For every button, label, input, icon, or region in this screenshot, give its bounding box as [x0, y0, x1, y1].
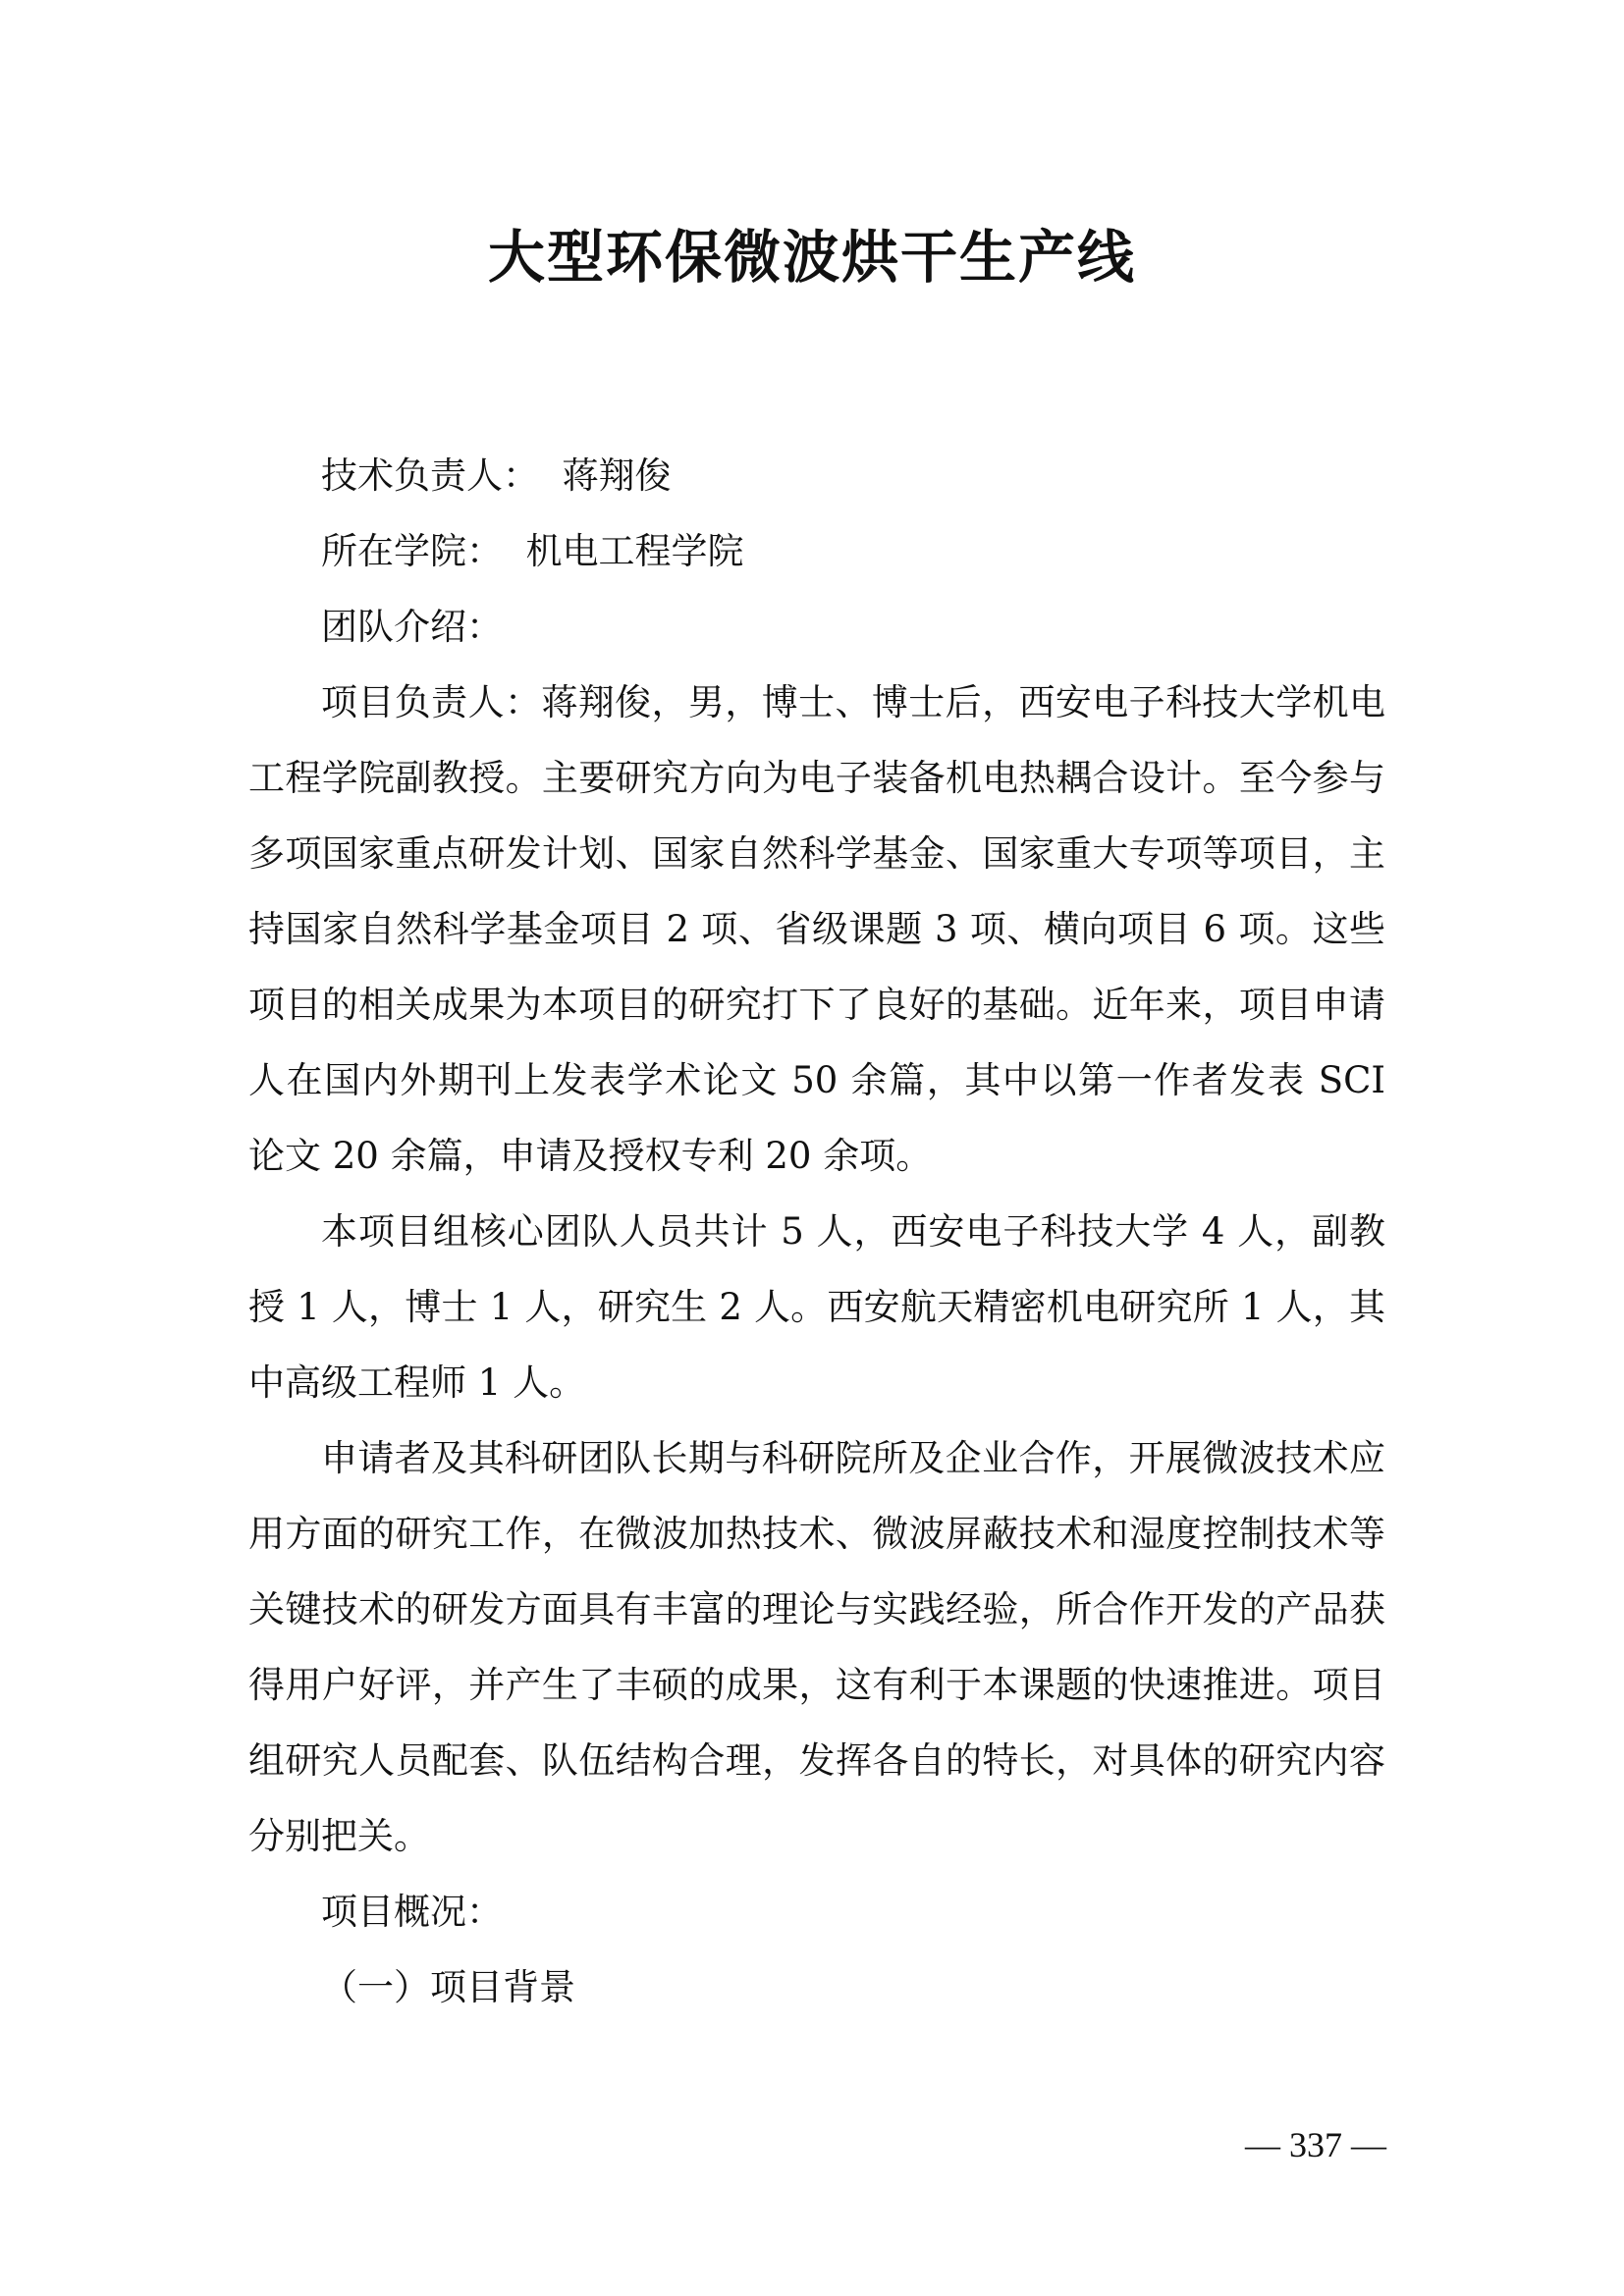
tech-lead-line: [248, 438, 1385, 513]
paragraph-team-composition: 本项目组核心团队人员共计 5 人，西安电子科技大学 4 人，副教授 1 人，博士 1 人，研究生 2 人。西安航天精密机电研究所 1 人，其中高级工程师 1 人。: [248, 1210, 1385, 1404]
document-title: 大型环保微波烘干生产线: [487, 224, 1136, 291]
college-label: 所在学院：: [321, 530, 503, 572]
paragraph-team-experience: 申请者及其科研团队长期与科研院所及企业合作，开展微波技术应用方面的研究工作，在微波加热技术、微波屏蔽技术和湿度控制技术等关键技术的研发方面具有丰富的理论与实践经验，所合作开发的产品获得用户好评，并产生了丰硕的成果，这有利于本课题的快速推进。项目组研究人员配套、队伍结构合理，发挥各自的特长，对具体的研究内容分别把关。: [248, 1437, 1385, 1857]
team-intro-label: 团队介绍：: [321, 606, 503, 648]
section-heading: （一）项目背景: [321, 1966, 575, 2008]
tech-lead-value: 蒋翔俊: [562, 454, 672, 497]
tech-lead-label: 技术负责人：: [321, 454, 539, 497]
page-number: — 337 —: [1245, 2125, 1386, 2164]
document-body: [248, 438, 1385, 2025]
college-line: [248, 513, 1385, 589]
overview-label: 项目概况：: [321, 1891, 503, 1933]
paragraph-lead-bio: 项目负责人：蒋翔俊，男，博士、博士后，西安电子科技大学机电工程学院副教授。主要研究方向为电子装备机电热耦合设计。至今参与多项国家重点研发计划、国家自然科学基金、国家重大专项等项目，主持国家自然科学基金项目 2 项、省级课题 3 项、横向项目 6 项。这些项目的相关成果为本项目的研究打下了良好的基础。近年来，项目申请人在国内外期刊上发表学术论文 50 余篇，其中以第一作者发表 SCI 论文 20 余篇，申请及授权专利 20 余项。: [248, 681, 1385, 1177]
college-value: 机电工程学院: [525, 530, 744, 572]
